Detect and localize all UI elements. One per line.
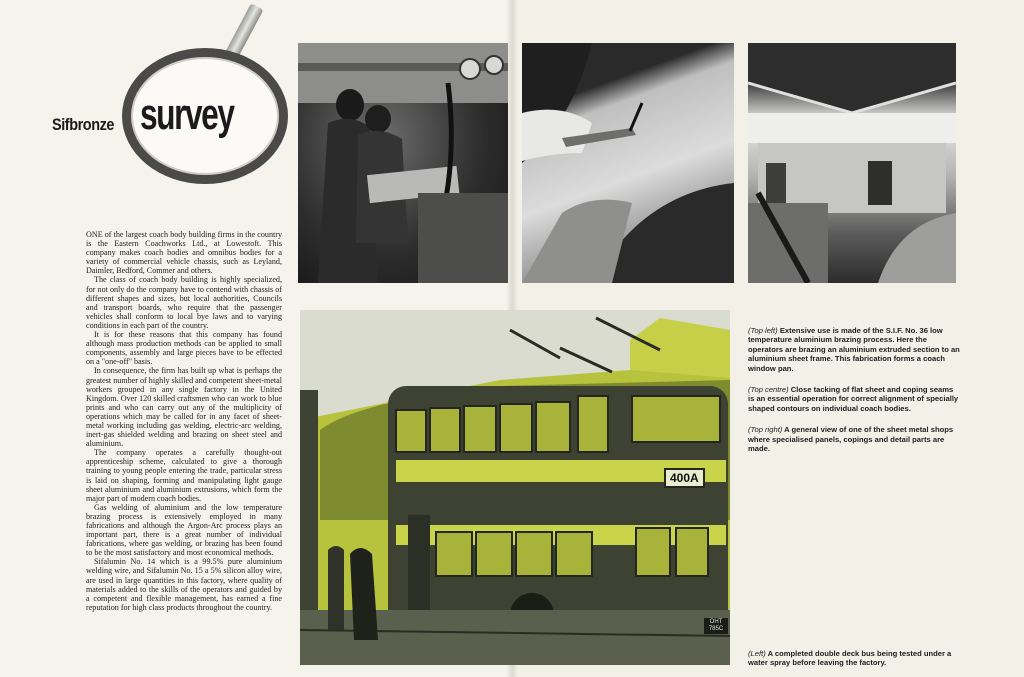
caption-top-centre: [748, 385, 960, 413]
sheet-metal-shop-illustration: [748, 43, 956, 283]
article-paragraph-7: Sifalumin No. 14 which is a 99.5% pure aluminium welding wire, and Sifalumin No. 15 a 5% silicon alloy wire, are used in large quantities in this factory, where quality of materials added to the skills of the operators and guided by a competent and flexible management, has earned a fine reputation for high class products throughout the country.: [86, 557, 282, 612]
caption-top-right: [748, 425, 960, 453]
article-paragraph-3: It is for these reasons that this company has found although mass production methods can be applied to small components, assembly and large pieces have to be effected on a "one-off" basis.: [86, 330, 282, 367]
caption-top-left: [748, 326, 960, 373]
bus-destination-blind: 400A: [664, 468, 705, 488]
caption-position-label: (Top left): [748, 326, 778, 335]
caption-left: [748, 649, 960, 668]
page-title: survey: [140, 90, 234, 139]
caption-text: Close tacking of flat sheet and coping seams is an essential operation for correct alignment of specially shaped contours on individual coach bodies.: [748, 385, 959, 413]
caption-position-label: (Top right): [748, 425, 783, 435]
photo-double-deck-bus: [300, 310, 730, 665]
photo-sheet-metal-shop: [748, 43, 956, 283]
article-paragraph-2: The class of coach body building is highly specialized, for not only do the company have to contend with chassis of different shapes and sizes, but local authorities, Councils and transport boards, who require that the passenger vehicles shall conform to local bye laws and to varying conditions in each part of the country.: [86, 275, 282, 330]
photo-captions: [748, 326, 960, 465]
caption-position-label: (Left): [748, 649, 766, 658]
photo-tacking-seams: [522, 43, 734, 283]
caption-text: Extensive use is made of the S.I.F. No. 36 low temperature aluminium brazing process. Here the operators are brazing an aluminium extruded section to an aluminium sheet frame. This fabrication forms a coach window pan.: [748, 326, 960, 373]
article-paragraph-1: ONE of the largest coach body building firms in the country is the Eastern Coachworks Ltd., at Lowestoft. This company makes coach bodies and omnibus bodies for a variety of commercial vehicle chassis, such as Leyland, Daimler, Bedford, Commer and others.: [86, 230, 282, 276]
caption-text: A general view of one of the sheet metal shops where specialised panels, copings and detail parts are made.: [748, 425, 954, 454]
article-paragraph-5: The company operates a carefully thought-out apprenticeship scheme, calculated to give a thorough training to young people entering the trade, particular stress is laid on shaping, forming and manipulating light gauge sheet aluminium and aluminium extrusions, which form the major part of modern coach bodies.: [86, 448, 282, 503]
article-body: [86, 230, 282, 612]
workshop-brazing-illustration: [298, 43, 508, 283]
photo-workshop-brazing: [298, 43, 508, 283]
caption-position-label: (Top centre): [748, 385, 789, 395]
article-paragraph-6: Gas welding of aluminium and the low temperature brazing process is extensively employed in many fabrications and although the Argon-Arc process plays an important part, there is a great number of individual fabrications, where gas welding, or brazing has been found to be the most satisfactory and most economical methods.: [86, 502, 282, 558]
brand-name: Sifbronze: [52, 115, 115, 134]
tacking-seams-illustration: [522, 43, 734, 283]
bus-number-plate: OHT 785C: [704, 618, 728, 634]
caption-text: A completed double deck bus being tested under a water spray before leaving the factory.: [748, 649, 952, 668]
article-paragraph-4: In consequence, the firm has built up what is perhaps the greatest number of highly skilled and competent sheet-metal workers grouped in any single factory in the United Kingdom. Over 120 skilled craftsmen who can work to blue prints and who can carry out any of the multiplicity of operations which may be called for in any facet of sheet-metal working including gas welding, electric-arc welding, inert-gas shielded welding and brazing on sheet steel and aluminium.: [86, 366, 282, 449]
